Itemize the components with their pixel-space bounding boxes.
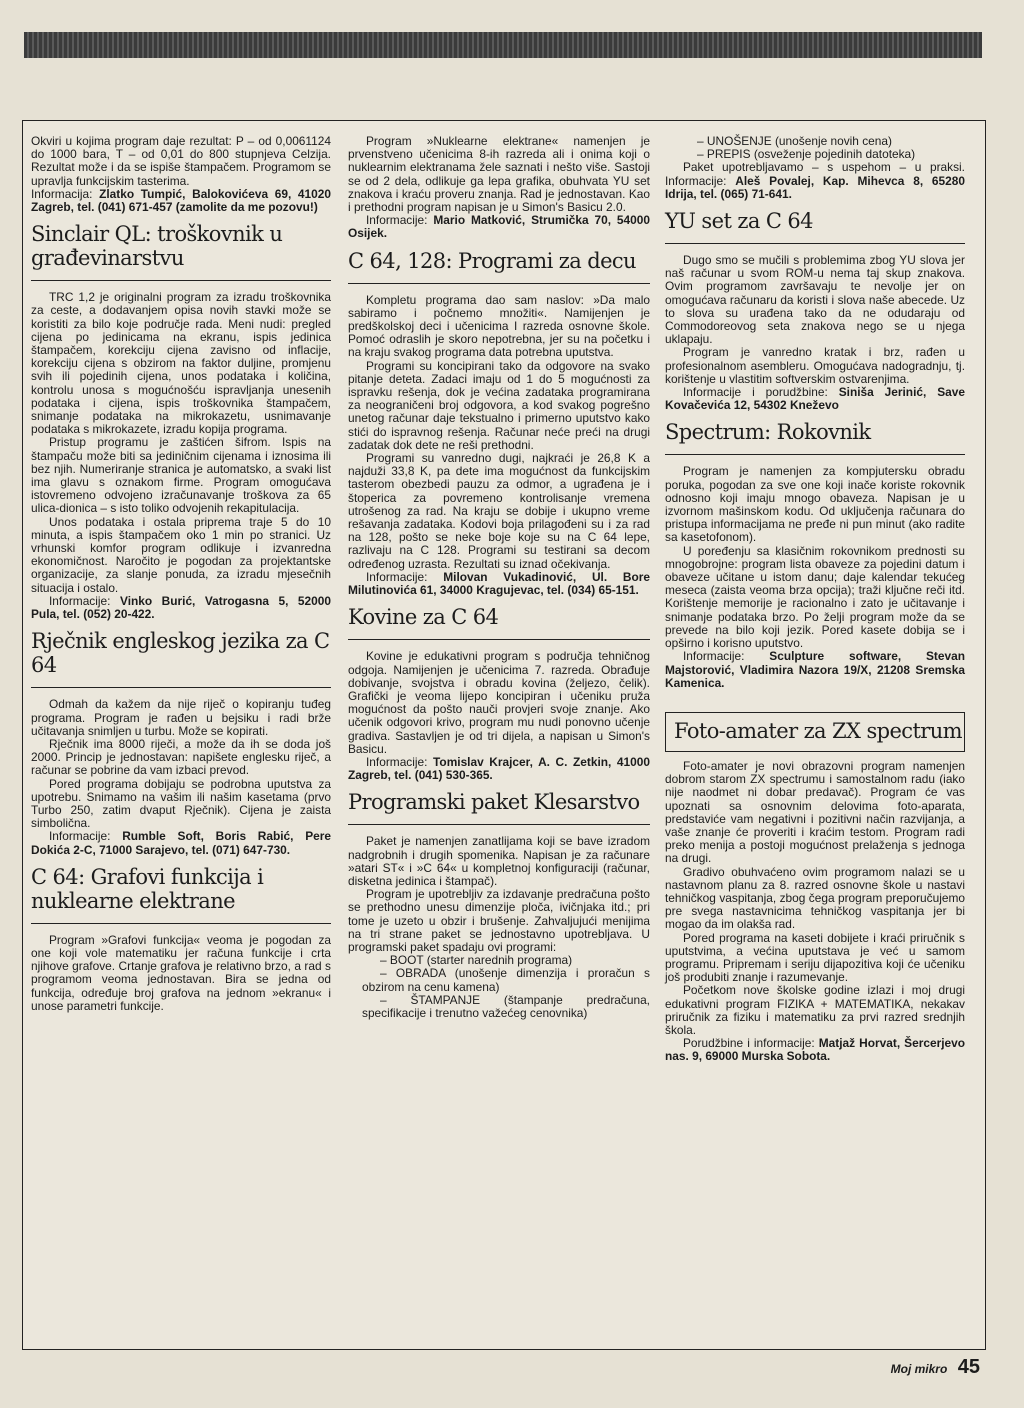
paragraph: Gradivo obuhvaćeno ovim programom nalazi se u nastavnom planu za 8. razred osnovne škole u nastavi tehničkog vaspitanja, zbog čega program preporučujemo pre svega nastavnicima tehničkog vaspitanja jer bi mogao da im olakša rad. (665, 864, 965, 932)
contact-info: Paket upotrebljavamo – s uspehom – u praksi. Informacije: Aleš Povalej, Kap. Mihevca 8, 65280 Idrija, tel. (065) 71-641. (665, 160, 965, 201)
article-title: YU set za C 64 (665, 209, 965, 244)
column-2 (348, 135, 650, 1020)
page-number: 45 (957, 1356, 980, 1378)
contact-info: Informacije: Sculpture software, Stevan Majstorović, Vladimira Nazora 19/X, 21208 Sremska Kamenica. (665, 649, 965, 690)
column-1 (31, 135, 331, 1013)
article-title: C 64: Grafovi funkcija i nuklearne elektrane (31, 865, 331, 924)
paragraph: Kompletu programa dao sam naslov: »Da malo sabiramo i počnemo množiti«. Namijenjen je predškolskoj deci i učenicima I razreda osnovne škole. Pomoć odraslih je skoro nepotrebna, jer su na početku i na kraju svakog programa data potrebna uputstva. (348, 292, 650, 360)
intro-text: Program »Nuklearne elektrane« namenjen je prvenstveno učenicima 8-ih razreda ali i onima koji o nuklearnim elektranama žele saznati i nešto više. Sastoji se od 2 dela, odlikuje ga lepa grafika, obuhvata YU set znakova i kraću proveru znanja. Rad je jednostavan. Kao i prethodni program napisan je u Simon's Basicu 2.0. (348, 134, 650, 215)
paragraph: Paket je namenjen zanatlijama koji se bave izradom nadgrobnih i drugih spomenika. Napisan je za računare »atari ST« i »C 64« u kompletnoj konfiguraciji (računar, disketna jedinica i štampač). (348, 834, 650, 888)
contact-info: Informacije: Tomislav Krajcer, A. C. Zetkin, 41000 Zagreb, tel. (041) 530-365. (348, 754, 650, 783)
paragraph: Dugo smo se mučili s problemima zbog YU slova jer naš računar u svom ROM-u nema taj skup znakova. Ovim programom završavaju te nevolje jer on omogućava računaru da koristi i slova naše abecede. Uz to slova su urađena tako da ne odudaraju od Commodoreovog seta znakova nego se u njega uklapaju. (665, 253, 965, 347)
paragraph: Unos podataka i ostala priprema traje 5 do 10 minuta, a ispis štampačem oko 1 min po stranici. Uz vrhunski komfor program odlikuje i izvanredna ekonomičnost. Naročito je pogodan za projektantske organizacije, za slanje ponuda, za izradu mjesečnih situacija i ostalo. (31, 514, 331, 595)
paragraph: Foto-amater je novi obrazovni program namenjen dobrom starom ZX spectrumu i samostalnom radu (iako nije naodmet ni dobar predavač). Program će vas upoznati sa osnovnim delovima foto-aparata, predstaviće vam negativni i pozitivni način razvijanja, a vaše znanje će proveriti i kraćim testom. Program radi preko menija a postoji mogućnost prelaženja s jednoga na drugi. (665, 758, 965, 866)
paragraph: TRC 1,2 je originalni program za izradu troškovnika za ceste, a dodavanjem opisa novih stavki može se koristiti za bilo koje područje rada. Meni nudi: pregled cijena po jedinicama na ekranu, ispis jedinica štampačem, korekciju cijena zavisno od inflacije, korekciju cijena s obzirom na faktor duljine, promjenu svih ili pojedinih cijena, unos podataka i količina, kontrolu unosa s mogućnošću ispravljanja unesenih podataka i cijena, ispis troškovnika štampačem, snimanje podataka na mikrokazetu, usnimavanje podataka s mikrokazete, izradu kopija programa. (31, 290, 331, 437)
article-title: Sinclair QL: troškovnik u građevinarstvu (31, 222, 331, 281)
intro-info: Informacije: Mario Matković, Strumička 70, 54000 Osijek. (348, 213, 650, 241)
paragraph: Program je vanredno kratak i brz, rađen u profesionalnom asembleru. Omogućava nadogradnju, tj. korištenje u vlastitim softverskim ostvarenjima. (665, 345, 965, 386)
paragraph: Programi su koncipirani tako da odgovore na svako pitanje deteta. Zadaci imaju od 1 do 5 mogućnosti za ispravku rešenja, dok je većina zadataka programirana za neograničeni broj odgovora, a kod svakog pogrešno unetog računar daje tekstualno i primerno uputstvo kako stići do ispravnog rešenja. Računar neće preći na drugi zadatak dok dete ne reši prethodni. (348, 358, 650, 452)
paragraph: Odmah da kažem da nije riječ o kopiranju tuđeg programa. Program je rađen u bejsiku i radi brže učitavanja snimljen u turbu. Može se kopirati. (31, 697, 331, 738)
intro-info: Informacija: Zlatko Tumpić, Balokovićeva 69, 41020 Zagreb, tel. (041) 671-457 (zamolite da me pozovu!) (31, 186, 331, 215)
magazine-name: Moj mikro (890, 1362, 948, 1376)
paragraph: U poređenju sa klasičnim rokovnikom prednosti su mnogobrojne: program lista obaveze za pojedini datum i obaveze učitane u istom danu; daje kalendar tekućeg meseca (zaista veoma brza opcija); traži ključne reči itd. Korištenje memorije je racionalno i zato je učitavanje i snimanje podataka brzo. Po želji program može da se prevede na bilo koji jezik. Pored kasete dobija se i opširno i korisno uputstvo. (665, 543, 965, 651)
contact-info: Porudžbine i informacije: Matjaž Horvat, Šercerjevo nas. 9, 69000 Murska Sobota. (665, 1036, 965, 1064)
list-item: – ŠTAMPANJE (štampanje predračuna, specifikacije i trenutno važećeg cenovnika) (362, 992, 650, 1020)
paragraph: Program je upotrebljiv za izdavanje predračuna pošto se prethodno unesu dimenzije ploča, ivičnjaka itd.; pri tome je uzeto u obzir i brušenje. Zahvaljujući menijima na tri strane paket se jednostavno upotrebljava. U programski paket spadaju ovi programi: (348, 887, 650, 954)
paragraph: Program je namenjen za kompjutersku obradu poruka, pogodan za sve one koji inače koriste rokovnik odnosno koji imaju mnogo obaveza. Napisan je u izvornom mašinskom kodu. Od uključenja računara do pristupa informacijama ne pređe ni pun minut (ako radite sa kasetofonom). (665, 464, 965, 545)
article-title: Programski paket Klesarstvo (348, 790, 650, 825)
paragraph: Rječnik ima 8000 riječi, a može da ih se doda još 2000. Princip je jednostavan: napišete englesku riječ, a računar se pobrine da vam izbaci prevod. (31, 736, 331, 778)
column-3 (665, 135, 965, 1064)
article-title: Rječnik engleskog jezika za C 64 (31, 629, 331, 688)
paragraph: Kovine je edukativni program s područja tehničnog odgoja. Namijenjen je učenicima 7. razreda. Obrađuje dobivanje, svojstva i obradu kovina (željezo, čelik). Grafički je veoma lijepo koncipiran i učeniku pruža mogućnost da pošto nauči provjeri svoje znanje. Ako učenik odgovori krivo, program mu nudi ponovno učenje gradiva. Sastavljen je od tri dijela, a napisan u Simon's Basicu. (348, 649, 650, 756)
paragraph: Program »Grafovi funkcija« veoma je pogodan za one koji vole matematiku jer računa funkcije i crta njihove grafove. Crtanje grafova je relativno brzo, a rad s programom veoma jednostavan. Bira se jedna od funkcija, određuje broj grafova na jednom »ekranu« i unose parametri funkcije. (31, 932, 331, 1013)
article-title: Spectrum: Rokovnik (665, 420, 965, 455)
article-title-boxed: Foto-amater za ZX spectrum (665, 712, 965, 752)
contact-info: Informacije: Milovan Vukadinović, Ul. Bore Milutinovića 61, 34000 Kragujevac, tel. (034) 65-151. (348, 569, 650, 598)
contact-info: Informacije i porudžbine: Siniša Jerinić, Save Kovačevića 12, 54302 Kneževo (665, 385, 965, 413)
paragraph: Pristup programu je zaštićen šifrom. Ispis na štampaču može biti sa jediničnim cijenama i iznosima ili bez njih. Numeriranje stranica je automatsko, a svaki list ima glavu s oznakom firme. Program omogućava istovremeno odvojeno izračunavanje troškova za 65 ulica-dionica – s isto toliko odvojenih rekapitulacija. (31, 435, 331, 516)
list-item: – BOOT (starter narednih programa) (380, 953, 573, 968)
paragraph: Početkom nove školske godine izlazi i moj drugi edukativni program FIZIKA + MATEMATIKA, nekakav priručnik za fiziku i matematiku za prvi razred srednjih škola. (665, 983, 965, 1037)
top-decorative-bar (24, 32, 982, 58)
list-item: – UNOŠENJE (unošenje novih cena) (697, 134, 892, 148)
contact-info: Informacije: Vinko Burić, Vatrogasna 5, 52000 Pula, tel. (052) 20-422. (31, 593, 331, 622)
paragraph: Programi su vanredno dugi, najkraći je 26,8 K a najduži 33,8 K, pa dete ima mogućnost da funkcijskim tasterom obezbedi pauzu za odmor, a ugrađena je i štoperica za povremeno kontrolisanje vremena utrošenog za rad. Na kraju se dobije i ukupno vreme rešavanja zadataka. Kodovi boja prilagođeni su i za rad na 128, pošto se neke boje koje su na C 64 lepe, razlivaju na C 128. Programi su testirani sa decom određenog uzrasta. Rezultati su iznad očekivanja. (348, 451, 650, 571)
paragraph: Pored programa dobijaju se podrobna uputstva za upotrebu. Snimamo na vašim ili našim kasetama (prvo Turbo 250, zatim dvaput Rječnik). Cijena je zaista simbolična. (31, 776, 331, 831)
paragraph: Pored programa na kaseti dobijete i kraći priručnik s uputstvima, a većina uputstava je već u samom programu. Pripremam i seriju dijapozitiva koji će učeniku još produbiti znanje i razumevanje. (665, 930, 965, 985)
list-item: – OBRADA (unošenje dimenzija i proračun s obzirom na cenu kamena) (362, 966, 650, 994)
article-title: C 64, 128: Programi za decu (348, 249, 650, 284)
list-item: – PREPIS (osveženje pojedinih datoteka) (697, 147, 916, 162)
magazine-page (22, 120, 986, 1350)
contact-info: Informacije: Rumble Soft, Boris Rabić, Pere Dokića 2-C, 71000 Sarajevo, tel. (071) 647-730. (31, 829, 331, 857)
page-footer (891, 1356, 980, 1379)
article-title: Kovine za C 64 (348, 605, 650, 640)
intro-text: Okviri u kojima program daje rezultat: P – od 0,0061124 do 1000 bara, T – od 0,01 do 800 stupnjeva Celzija. Rezultat može i da se ispiše štampačem. Programom se upravlja funkcijskim tasterima. (31, 134, 331, 188)
